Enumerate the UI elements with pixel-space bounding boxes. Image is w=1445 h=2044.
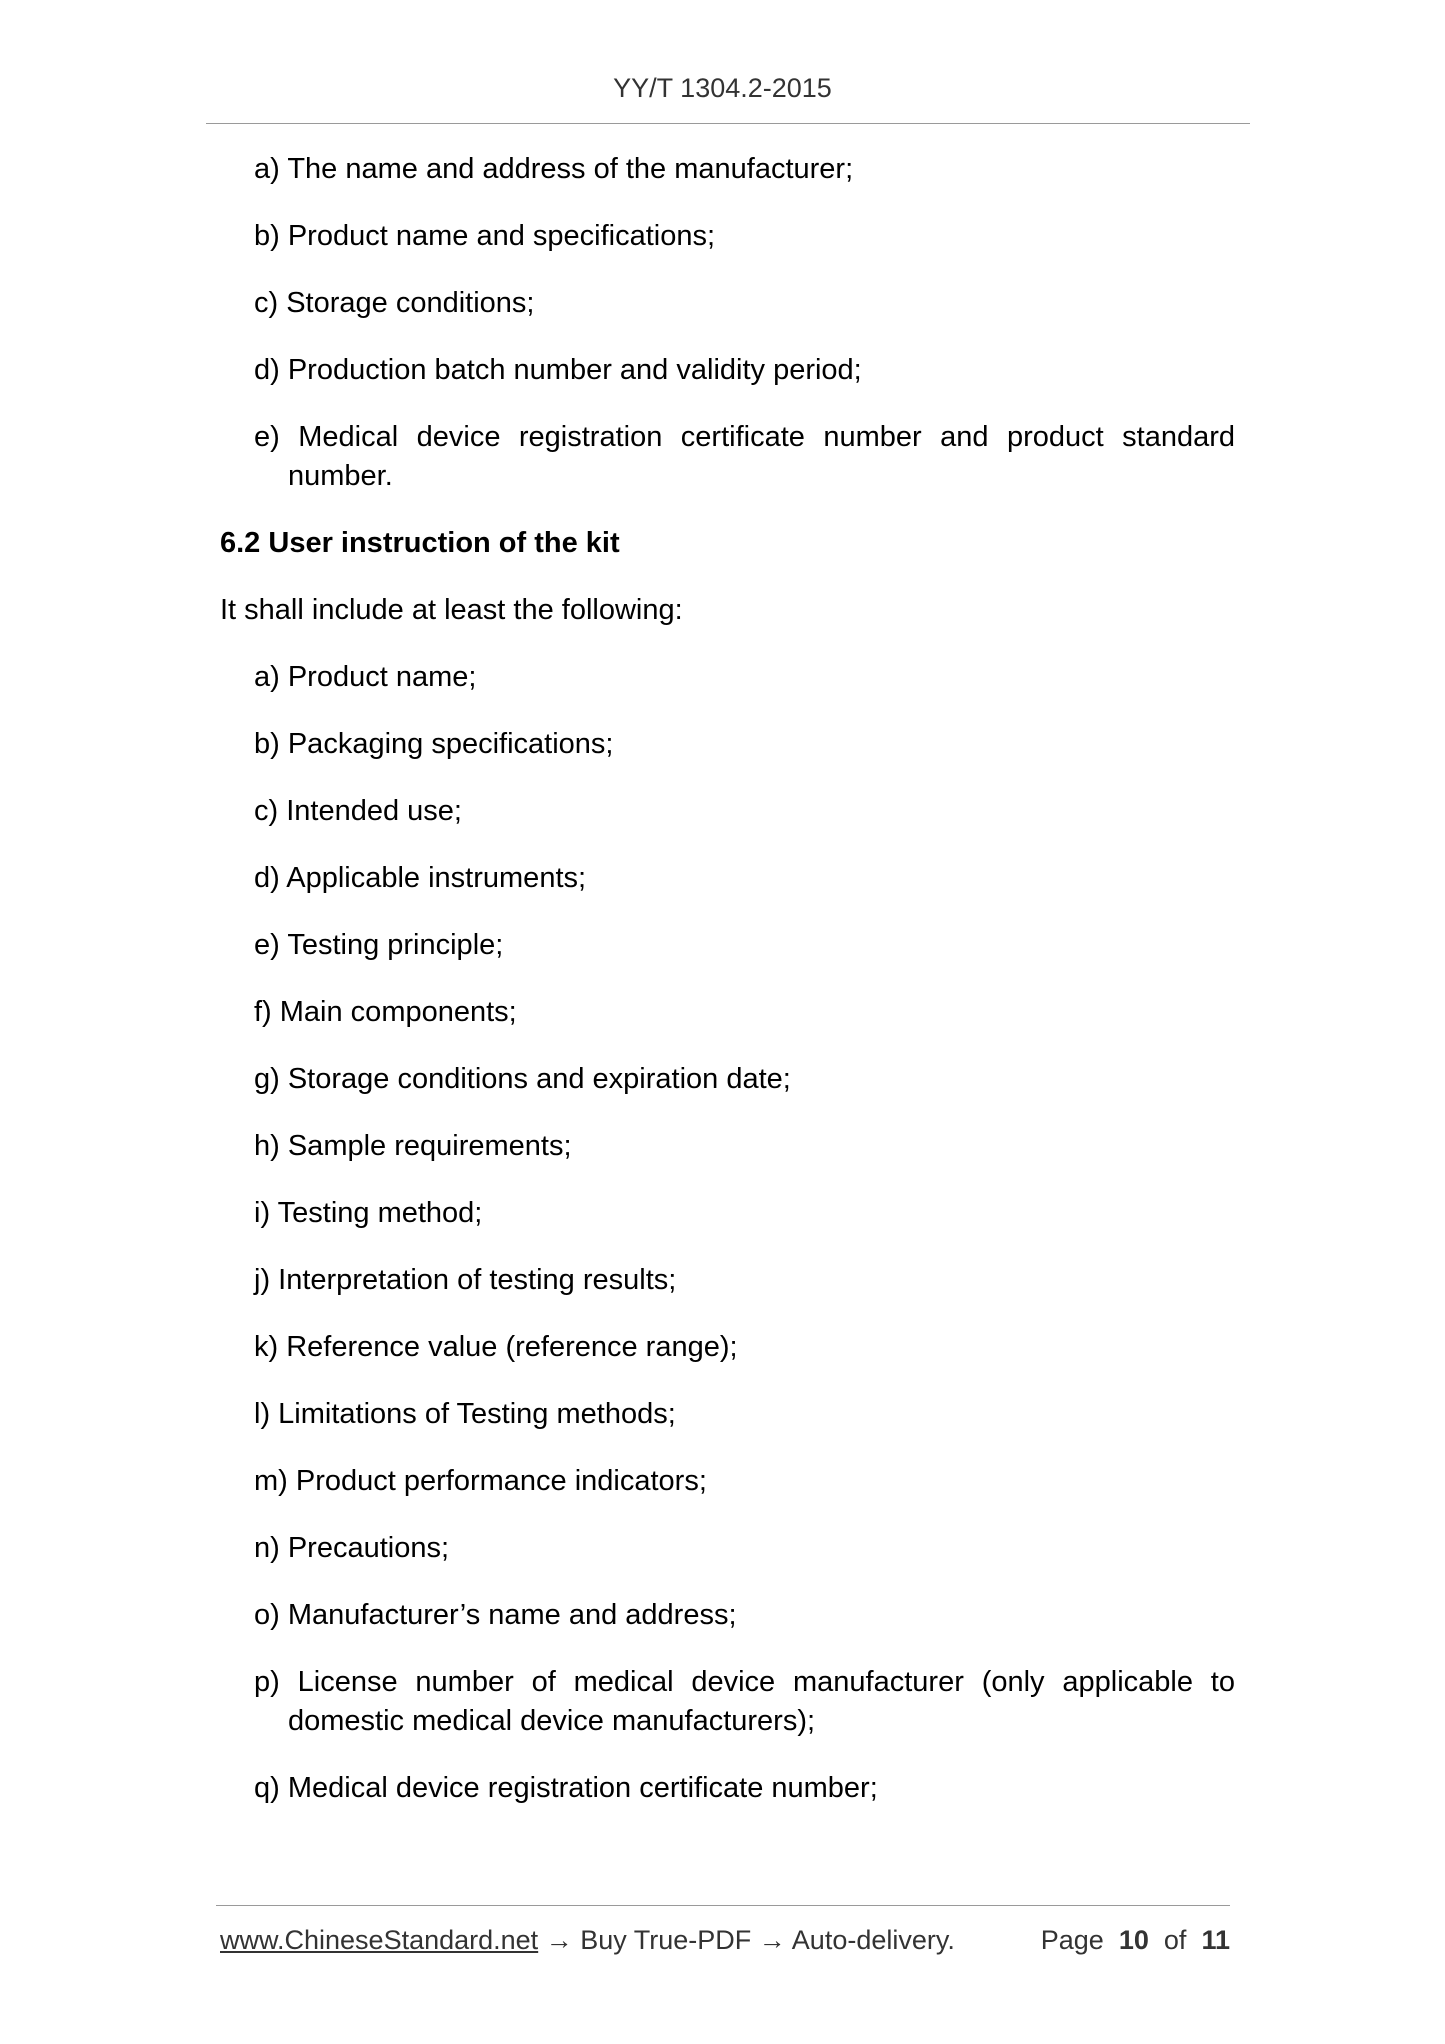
- document-code-header: YY/T 1304.2-2015: [613, 73, 832, 103]
- list-item: q) Medical device registration certificate number;: [254, 1772, 878, 1804]
- list-item: d) Production batch number and validity period;: [254, 354, 862, 386]
- arrow-right-icon: →: [758, 1925, 786, 1955]
- arrow-right-icon: →: [545, 1925, 573, 1955]
- list-item: c) Storage conditions;: [254, 287, 535, 319]
- list-item: k) Reference value (reference range);: [254, 1331, 738, 1363]
- section-intro: It shall include at least the following:: [220, 594, 683, 626]
- list-item: e) Testing principle;: [254, 929, 504, 961]
- page-indicator: [1041, 1922, 1230, 1958]
- page-label: Page: [1040, 1925, 1104, 1955]
- current-page-number: 10: [1118, 1925, 1149, 1955]
- list-item: b) Product name and specifications;: [254, 220, 716, 252]
- site-link[interactable]: www.ChineseStandard.net: [220, 1925, 539, 1955]
- list-item: h) Sample requirements;: [254, 1130, 572, 1162]
- list-item: j) Interpretation of testing results;: [254, 1264, 677, 1296]
- buy-text: Buy True-PDF: [580, 1925, 752, 1955]
- page-content: [220, 150, 1235, 1836]
- header-divider: [206, 123, 1250, 124]
- list-item: c) Intended use;: [254, 795, 462, 827]
- list-item: m) Product performance indicators;: [254, 1465, 707, 1497]
- page-of-label: of: [1163, 1925, 1187, 1955]
- instruction-list: [220, 658, 1235, 1808]
- labeling-list: [220, 150, 1235, 496]
- list-item: a) Product name;: [254, 661, 477, 693]
- list-item: i) Testing method;: [254, 1197, 483, 1229]
- list-item: n) Precautions;: [254, 1532, 450, 1564]
- page-footer: [220, 1922, 1230, 1958]
- list-item: d) Applicable instruments;: [254, 862, 587, 894]
- list-item: a) The name and address of the manufacturer;: [254, 153, 854, 185]
- footer-divider: [216, 1905, 1230, 1906]
- list-item: g) Storage conditions and expiration date;: [254, 1063, 791, 1095]
- list-item: p) License number of medical device manufacturer (only applicable to domestic medical device manufacturers);: [254, 1666, 1235, 1737]
- list-item: l) Limitations of Testing methods;: [254, 1398, 676, 1430]
- delivery-text: Auto-delivery.: [791, 1925, 955, 1955]
- list-item: e) Medical device registration certificate number and product standard number.: [254, 421, 1235, 492]
- footer-promo: [220, 1922, 955, 1958]
- list-item: b) Packaging specifications;: [254, 728, 614, 760]
- list-item: o) Manufacturer’s name and address;: [254, 1599, 737, 1631]
- section-heading: 6.2 User instruction of the kit: [220, 527, 620, 559]
- total-page-number: 11: [1201, 1925, 1230, 1955]
- list-item: f) Main components;: [254, 996, 517, 1028]
